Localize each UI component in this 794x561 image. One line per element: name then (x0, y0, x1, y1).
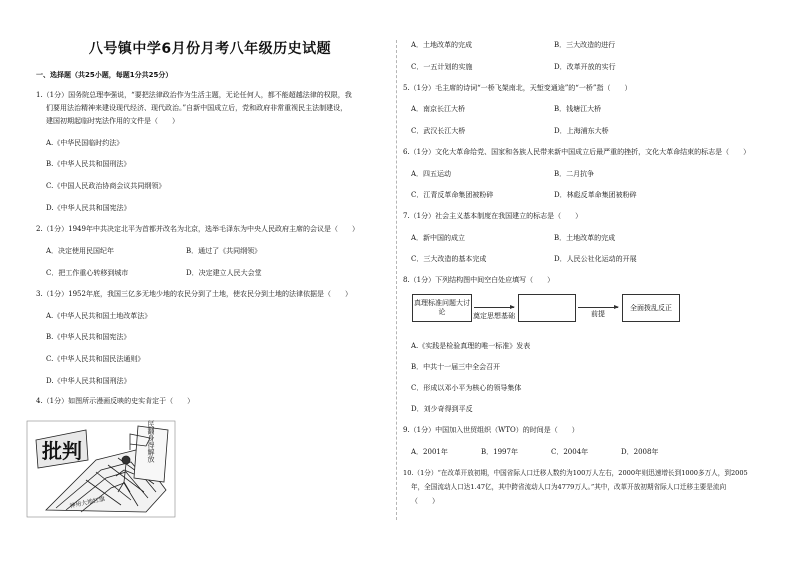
q9-option-c: C．2004年 (551, 448, 589, 456)
q10-stem-line1: 10.（1分）“在改革开放初期，中国省际人口迁移人数约为100万人左右，2000年则迅速增长到1000多万人，到2005 (403, 469, 748, 477)
q4-option-a: A．土地改革的完成 (411, 41, 473, 49)
q8-option-c: C．形成以邓小平为核心的领导集体 (411, 384, 522, 392)
column-divider (396, 40, 397, 520)
q4-option-c: C．一五计划的实施 (411, 63, 473, 71)
q5-option-d: D．上海浦东大桥 (554, 127, 609, 135)
q4-option-b: B．三大改造的进行 (554, 41, 616, 49)
flow-box-rectify: 全面拨乱反正 (622, 294, 680, 322)
q6-option-b: B．二月抗争 (554, 170, 595, 178)
q4-option-d: D．改革开放的实行 (554, 63, 616, 71)
q4-cartoon-image (26, 420, 176, 518)
cartoon-drawing (26, 420, 176, 518)
flow-box-discussion: 真理标准问题大讨论 (412, 294, 472, 322)
q1-option-c: C.《中国人民政治协商会议共同纲领》 (46, 182, 166, 190)
q7-option-b: B．土地改革的完成 (554, 234, 616, 242)
q10-stem-line3: （ ） (411, 497, 439, 505)
cartoon-bottom-text: 神州大地红旗 (68, 495, 106, 510)
q2-option-a: A．决定使用民国纪年 (46, 247, 115, 255)
q5-stem: 5.（1分）毛主席的诗词“一桥飞架南北，天堑变通途”的“一桥”指（ ） (403, 84, 632, 92)
q3-option-d: D.《中华人民共和国刑法》 (46, 377, 131, 385)
q3-stem: 3.（1分）1952年底，我国三亿多无地少地的农民分到了土地，使农民分到土地的法律依据是（ ） (36, 290, 352, 298)
page-title: 八号镇中学6月份月考八年级历史试题 (88, 41, 332, 57)
q1-option-a: A.《中华民国临时约法》 (46, 139, 124, 147)
q8-flow-diagram (412, 290, 752, 340)
flow-box-blank (518, 294, 576, 322)
q1-stem-line2: 们要用法治精神来建设现代经济、现代政治。”自新中国成立后，党和政府非常重视民主法制建设， (46, 104, 348, 112)
q2-option-c: C．把工作重心转移到城市 (46, 269, 129, 277)
q1-stem-line1: 1.（1分）国务院总理李强说，“要把法律政治作为生活主题，无论任何人，都不能超越法律的权限，我 (36, 91, 352, 99)
q6-option-d: D．林彪反革命集团被粉碎 (554, 191, 637, 199)
q7-option-c: C．三大改造的基本完成 (411, 255, 487, 263)
q8-stem: 8.（1分）下列结构图中间空白处应填写（ ） (403, 276, 555, 284)
q1-stem-line3: 建国初期起临时宪法作用的文件是（ ） (46, 117, 179, 125)
q7-stem: 7.（1分）社会主义基本制度在我国建立的标志是（ ） (403, 212, 583, 220)
flow-arrow-2 (578, 307, 618, 308)
q5-option-c: C．武汉长江大桥 (411, 127, 466, 135)
q1-option-b: B.《中华人民共和国刑法》 (46, 160, 131, 168)
q9-option-b: B．1997年 (481, 448, 518, 456)
q3-option-a: A.《中华人民共和国土地改革法》 (46, 312, 152, 320)
q7-option-d: D．人民公社化运动的开展 (554, 255, 637, 263)
q9-option-d: D．2008年 (621, 448, 659, 456)
q9-stem: 9.（1分）中国加入世贸组织（WTO）的时间是（ ） (403, 426, 579, 434)
q4-stem: 4.（1分）如图所示漫画反映的史实肯定于（ ） (36, 397, 195, 405)
q3-option-b: B.《中华人民共和国宪法》 (46, 333, 131, 341)
q8-option-d: D．刘少奇得到平反 (411, 405, 473, 413)
q2-option-d: D．决定建立人民大会堂 (186, 269, 262, 277)
q6-stem: 6.（1分）文化大革命给党、国家和各族人民带来新中国成立后最严重的挫折，文化大革命结束的标志是（ ） (403, 148, 751, 156)
flow-label-premise: 前提 (591, 310, 605, 318)
cartoon-side-text: 农民翻身得解放 (147, 420, 155, 463)
q2-option-b: B．通过了《共同纲领》 (186, 247, 262, 255)
q5-option-b: B．钱塘江大桥 (554, 105, 602, 113)
q8-option-b: B．中共十一届三中全会召开 (411, 363, 501, 371)
flow-label-foundation: 奠定思想基础 (473, 312, 515, 320)
q1-option-d: D.《中华人民共和国宪法》 (46, 204, 131, 212)
q6-option-a: A．四五运动 (411, 170, 452, 178)
q7-option-a: A．新中国的成立 (411, 234, 466, 242)
section-heading: 一、选择题（共25小题，每题1分共25分） (36, 71, 173, 79)
q3-option-c: C.《中华人民共和国民法通则》 (46, 355, 145, 363)
q6-option-c: C．江青反革命集团被粉碎 (411, 191, 494, 199)
q9-option-a: A．2001年 (411, 448, 448, 456)
cartoon-big-text: 批判 (42, 439, 82, 463)
q10-stem-line2: 年，全国流动人口达1.47亿，其中跨省流动人口为4779万人。”其中，改革开放初期省际人口迁移主要是流向 (411, 483, 727, 491)
q5-option-a: A．南京长江大桥 (411, 105, 466, 113)
flow-arrow-1 (474, 307, 514, 308)
q2-stem: 2.（1分）1949年中共决定北平为首都并改名为北京，选举毛泽东为中央人民政府主席的会议是（ ） (36, 225, 359, 233)
q8-option-a: A.《实践是检验真理的唯一标准》发表 (411, 342, 531, 350)
